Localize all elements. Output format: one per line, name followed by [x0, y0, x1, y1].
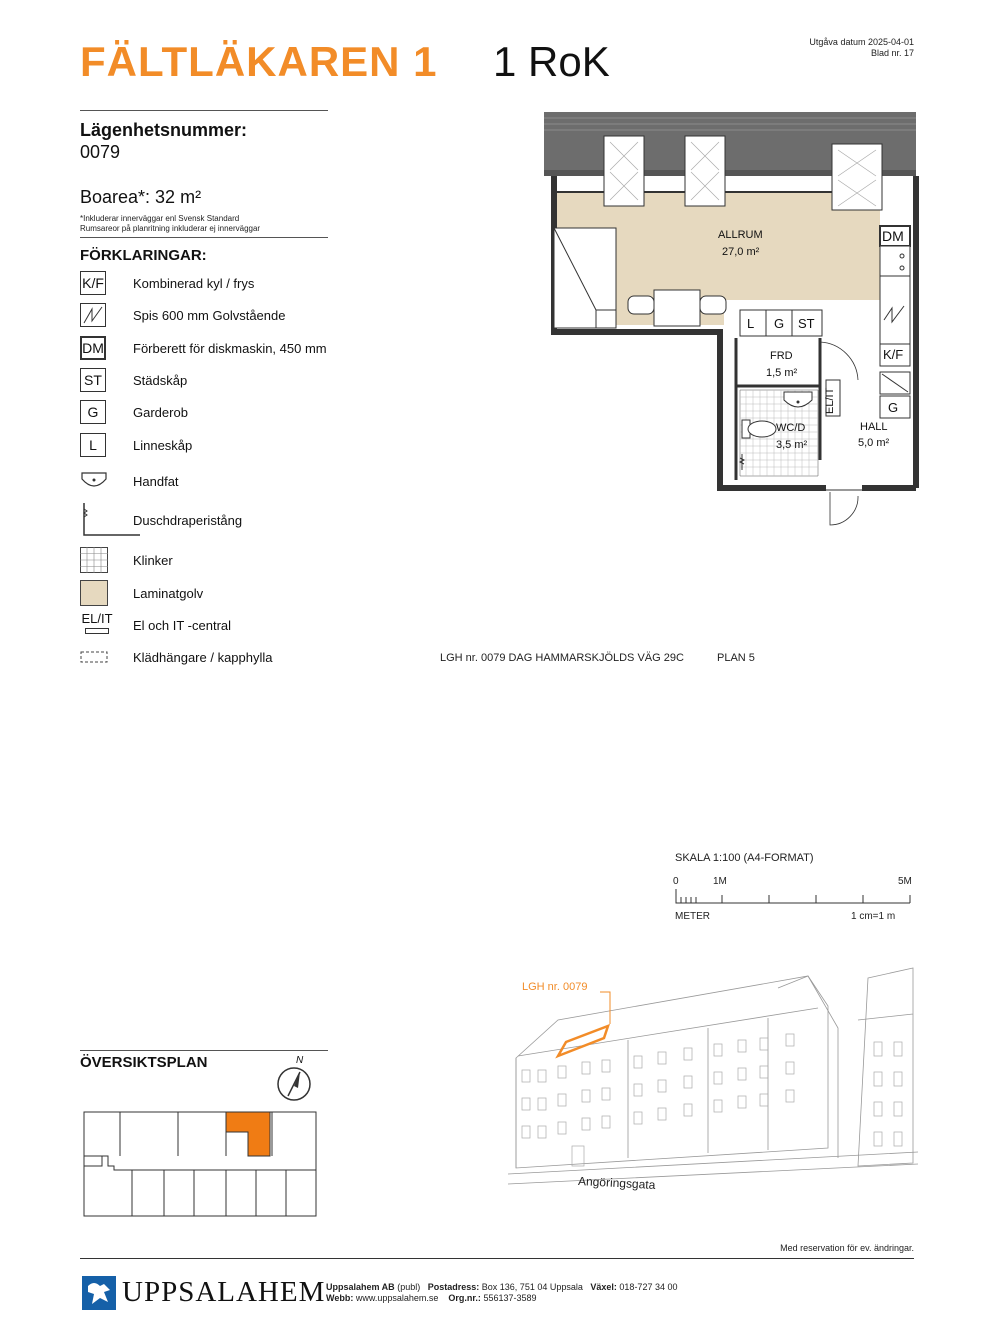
room-area-allrum: 27,0 m² — [722, 246, 760, 258]
postal-address: Box 136, 751 04 Uppsala — [481, 1282, 583, 1292]
scale-ratio: 1 cm=1 m — [851, 911, 896, 922]
room-area-frd: 1,5 m² — [766, 367, 798, 379]
legend-label: Kombinerad kyl / frys — [133, 275, 255, 291]
legend-label: Garderob — [133, 404, 188, 420]
scale-five: 5M — [898, 876, 912, 887]
switchboard-label: Växel: — [590, 1282, 617, 1292]
apartment-number: 0079 — [80, 142, 121, 162]
legend-item — [80, 397, 188, 427]
room-name-allrum: ALLRUM — [718, 229, 763, 241]
compass-icon — [276, 1066, 312, 1102]
legend-item — [80, 578, 204, 608]
overview-heading: ÖVERSIKTSPLAN — [80, 1054, 208, 1071]
switchboard-number: 018-727 34 00 — [619, 1282, 678, 1292]
legend-item — [80, 333, 327, 363]
reservation-note: Med reservation för ev. ändringar. — [780, 1243, 914, 1253]
web-link[interactable]: www.uppsalahem.se — [355, 1293, 439, 1303]
brand-wordmark: UPPSALAHEM — [122, 1276, 326, 1308]
legend-symbol-g: G — [80, 400, 106, 424]
sheet-number: Blad nr. 17 — [870, 48, 914, 58]
north-label: N — [296, 1055, 304, 1066]
legend-label: Klinker — [133, 552, 173, 568]
org-number: 556137-3589 — [483, 1293, 537, 1303]
room-area-hall: 5,0 m² — [858, 437, 890, 449]
divider — [80, 1050, 328, 1051]
web-label: Webb: — [326, 1293, 354, 1303]
tile-icon — [80, 547, 108, 573]
org-label: Org.nr.: — [448, 1293, 481, 1303]
footer-divider — [80, 1258, 914, 1259]
sink-icon — [80, 469, 108, 493]
floor-plan — [540, 110, 920, 530]
legend-label: Handfat — [133, 473, 179, 489]
apartment-type: 1 RoK — [493, 38, 610, 85]
legend-label: Laminatgolv — [133, 585, 204, 601]
area-note-2: Rumsareor på planritning inkluderar ej innerväggar — [80, 224, 261, 233]
issue-info — [809, 37, 914, 59]
street-name: Angöringsgata — [577, 1173, 656, 1193]
coat-rack-icon — [80, 650, 108, 664]
legend-symbol-l: L — [80, 433, 106, 457]
legend-item — [80, 610, 232, 640]
site-overview-plan — [82, 1110, 318, 1218]
legend-symbol-elit: EL/IT — [81, 611, 113, 626]
legend-label: Städskåp — [133, 372, 188, 388]
legend-item — [80, 430, 193, 460]
stove-icon — [80, 303, 106, 327]
legend-item — [80, 268, 255, 298]
overview-lgh-label: LGH nr. 0079 — [522, 981, 588, 993]
legend-label: Linneskåp — [133, 437, 193, 453]
legend-item — [80, 466, 179, 496]
uppsalahem-logo-icon — [82, 1276, 116, 1310]
plan-symbol-st: ST — [798, 316, 815, 331]
legend-label: Klädhängare / kapphylla — [133, 649, 273, 665]
plan-symbol-dm: DM — [882, 228, 904, 244]
scale-one: 1M — [713, 876, 727, 887]
legend-item — [80, 642, 273, 672]
room-name-wc: WC/D — [776, 422, 806, 434]
legend-label: Förberett för diskmaskin, 450 mm — [133, 340, 327, 356]
issue-date: Utgåva datum 2025-04-01 — [809, 37, 914, 47]
plan-caption-address: LGH nr. 0079 DAG HAMMARSKJÖLDS VÄG 29C — [440, 652, 684, 664]
web-line — [326, 1293, 537, 1303]
area-note-1: *Inkluderar innerväggar enl Svensk Standard — [80, 214, 240, 223]
scale-zero: 0 — [673, 876, 679, 887]
plan-symbol-g: G — [774, 316, 785, 331]
company-line — [326, 1282, 677, 1292]
legend-symbol-kf: K/F — [80, 271, 106, 295]
plan-symbol-g-hall: G — [888, 400, 899, 415]
legend-item — [80, 545, 173, 575]
room-name-frd: FRD — [770, 350, 793, 362]
living-area: Boarea*: 32 m² — [80, 187, 202, 207]
scale-title: SKALA 1:100 (A4-FORMAT) — [675, 852, 814, 864]
legend-symbol-st: ST — [80, 368, 106, 392]
company-name: Uppsalahem AB — [326, 1282, 395, 1292]
postal-label: Postadress: — [427, 1282, 480, 1292]
plan-symbol-kf: K/F — [883, 347, 904, 362]
apartment-number-label: Lägenhetsnummer: — [80, 120, 248, 140]
legend-item — [80, 365, 188, 395]
el-it-icon — [80, 612, 114, 638]
room-name-hall: HALL — [860, 421, 888, 433]
laminate-icon — [80, 580, 108, 606]
legend-label: Duschdraperistång — [133, 512, 243, 528]
legend-label: El och IT -central — [133, 617, 232, 633]
legend-label: Spis 600 mm Golvstående — [133, 307, 286, 323]
legend-item — [80, 500, 243, 540]
plan-symbol-elit: EL/IT — [824, 387, 836, 414]
plan-symbol-l: L — [747, 316, 755, 331]
room-area-wc: 3,5 m² — [776, 439, 808, 451]
scale-unit: METER — [675, 911, 710, 922]
legend-symbol-dm: DM — [80, 336, 106, 360]
scale-bar — [674, 889, 914, 905]
company-type: (publ) — [397, 1282, 421, 1292]
divider — [80, 110, 328, 111]
divider — [80, 237, 328, 238]
legend-item — [80, 300, 286, 330]
plan-caption-floor: PLAN 5 — [717, 652, 755, 664]
building-elevation — [508, 958, 918, 1198]
legend-heading: FÖRKLARINGAR: — [80, 247, 207, 264]
page-title: FÄLTLÄKAREN 1 — [80, 38, 438, 85]
